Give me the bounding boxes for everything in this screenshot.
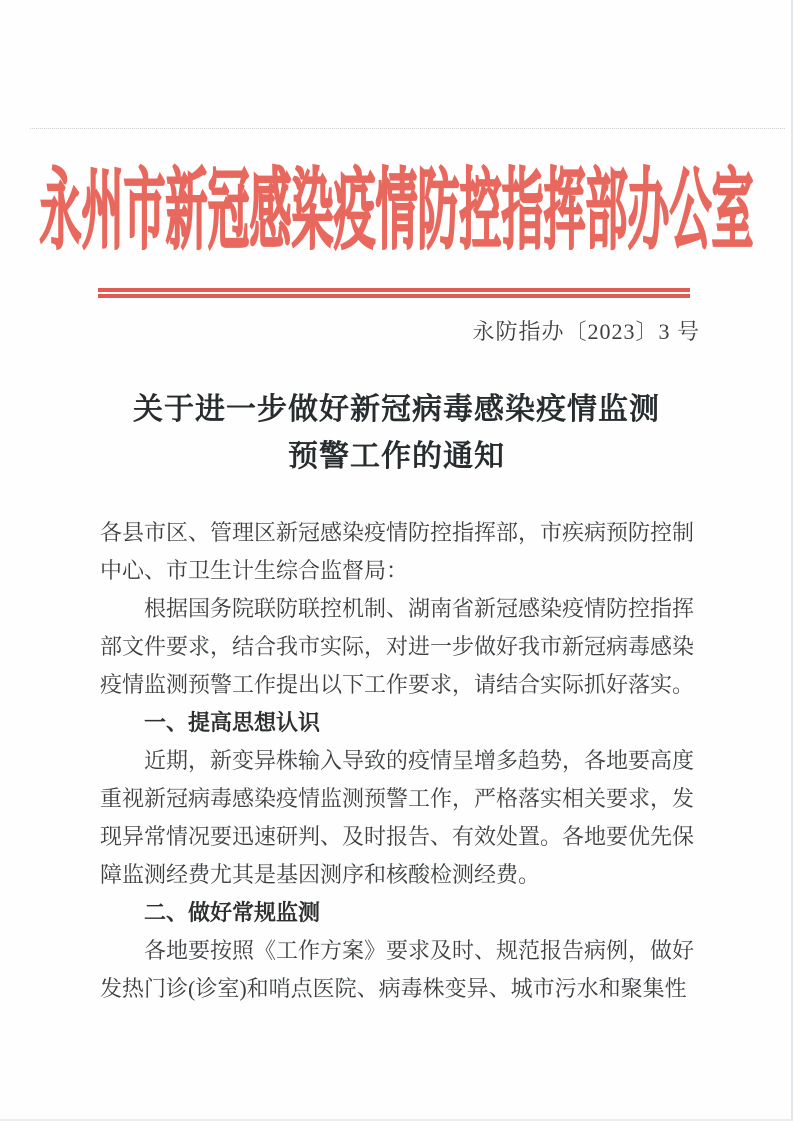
- body-salutation: 各县市区、管理区新冠感染疫情防控指挥部，市疾病预防控制中心、市卫生计生综合监督局：: [100, 520, 695, 583]
- document-title-line1: 关于进一步做好新冠病毒感染疫情监测: [133, 393, 660, 426]
- letterhead-org-title: [0, 150, 793, 260]
- scan-artifact-line: [30, 128, 785, 129]
- body-paragraph-3: 各地要按照《工作方案》要求及时、规范报告病例，做好发热门诊(诊室)和哨点医院、病毒株变异、城市污水和聚集性: [100, 938, 695, 1001]
- body-paragraph-2: 近期，新变异株输入导致的疫情呈增多趋势，各地要高度重视新冠病毒感染疫情监测预警工作，严格落实相关要求，发现异常情况要迅速研判、及时报告、有效处置。各地要优先保障监测经费尤其是基因测序和核酸检测经费。: [100, 748, 695, 887]
- document-number: 永防指办〔2023〕3 号: [472, 319, 700, 344]
- document-title: [0, 386, 793, 480]
- body-paragraph-1: 根据国务院联防联控机制、湖南省新冠感染疫情防控指挥部文件要求，结合我市实际，对进一步做好我市新冠病毒感染疫情监测预警工作提出以下工作要求，请结合实际抓好落实。: [100, 596, 695, 697]
- section-heading-2: 二、做好常规监测: [144, 900, 321, 925]
- letterhead-org-title-text: 永州市新冠感染疫情防控指挥部办公室: [39, 165, 754, 262]
- section-heading-1: 一、提高思想认识: [144, 710, 321, 735]
- document-title-line2: 预警工作的通知: [288, 440, 505, 473]
- document-body: [100, 514, 694, 1008]
- letterhead-separator-rule: [98, 288, 690, 298]
